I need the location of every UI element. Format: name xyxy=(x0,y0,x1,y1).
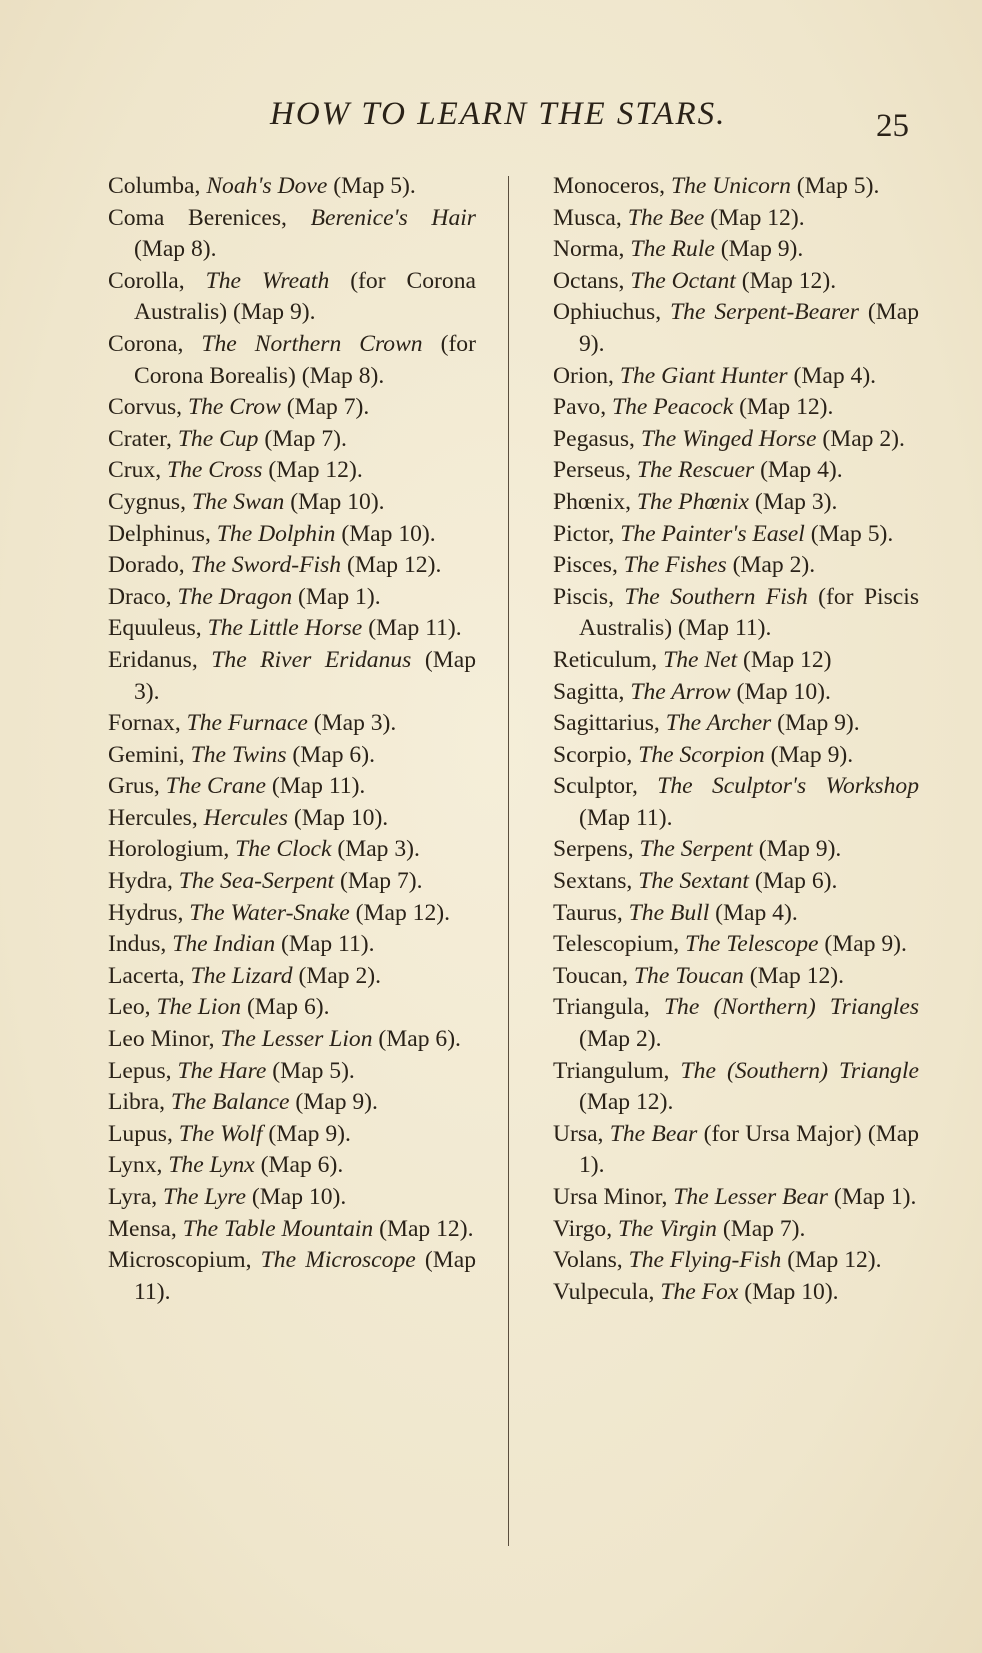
constellation-name: Crux, xyxy=(108,457,167,484)
constellation-entry xyxy=(108,1119,476,1151)
map-reference: (Map 9). xyxy=(752,836,842,863)
map-reference: (Map 2). xyxy=(816,425,905,452)
constellation-entry xyxy=(553,297,919,360)
constellation-entry xyxy=(553,1214,919,1246)
constellation-entry xyxy=(553,519,919,551)
map-reference: (Map 10). xyxy=(287,804,389,831)
constellation-entry xyxy=(553,645,919,677)
map-reference: (Map 11). xyxy=(362,615,462,642)
constellation-entry xyxy=(108,329,476,392)
constellation-entry xyxy=(108,961,476,993)
constellation-entry xyxy=(108,992,476,1024)
constellation-entry xyxy=(108,929,476,961)
constellation-translation: The Rule xyxy=(630,236,715,263)
constellation-name: Hydra, xyxy=(108,868,179,895)
constellation-translation: The Microscope xyxy=(260,1247,416,1274)
constellation-translation: The Bee xyxy=(627,204,705,231)
constellation-translation: The Hare xyxy=(177,1057,267,1084)
constellation-entry xyxy=(108,613,476,645)
constellation-entry xyxy=(108,740,476,772)
constellation-translation: The Water-Snake xyxy=(189,899,350,926)
constellation-name: Sextans, xyxy=(553,868,639,895)
map-reference: (Map 6). xyxy=(748,868,838,895)
map-reference: (Map 12). xyxy=(341,552,442,579)
map-reference: (Map 11). xyxy=(579,804,673,831)
constellation-entry xyxy=(108,582,476,614)
constellation-name: Dorado, xyxy=(108,552,191,579)
constellation-translation: The Table Mountain xyxy=(182,1215,374,1242)
map-reference: (Map 12). xyxy=(743,962,845,989)
constellation-translation: The Swan xyxy=(191,488,285,515)
constellation-translation: The Sword-Fish xyxy=(190,552,342,579)
map-reference: (Map 7). xyxy=(258,425,347,452)
constellation-translation: The Virgin xyxy=(618,1215,717,1242)
map-reference: (for Ursa Major) (Map 1). xyxy=(579,1120,919,1179)
map-reference: (Map 11). xyxy=(134,1247,476,1305)
map-reference: (Map 12) xyxy=(737,646,832,673)
constellation-entry xyxy=(553,171,919,203)
constellation-name: Mensa, xyxy=(108,1215,183,1242)
constellation-name: Draco, xyxy=(108,583,178,610)
constellation-translation: The Sea-Serpent xyxy=(178,868,335,895)
constellation-translation: The Furnace xyxy=(186,710,308,737)
map-reference: (Map 7). xyxy=(716,1215,806,1242)
constellation-entry xyxy=(108,171,476,203)
constellation-entry xyxy=(108,519,476,551)
constellation-name: Eridanus, xyxy=(108,646,212,673)
column-divider xyxy=(508,176,509,1546)
constellation-translation: The Unicorn xyxy=(670,173,791,199)
map-reference: (Map 5). xyxy=(266,1057,355,1084)
page-title: HOW TO LEARN THE STARS. xyxy=(270,96,727,132)
constellation-entry xyxy=(553,266,919,298)
map-reference: (Map 12). xyxy=(373,1215,474,1242)
map-reference: (Map 11). xyxy=(265,773,366,800)
constellation-translation: The Sextant xyxy=(638,868,749,895)
constellation-translation: The Phœnix xyxy=(636,488,749,515)
constellation-translation: The Lizard xyxy=(190,962,293,989)
map-reference: (Map 5). xyxy=(790,173,880,199)
constellation-translation: The Lion xyxy=(156,994,242,1021)
constellation-translation: The Giant Hunter xyxy=(619,362,788,389)
constellation-translation: The Sculptor's Workshop xyxy=(657,773,919,800)
map-reference: (Map 6). xyxy=(254,1152,344,1179)
constellation-name: Hercules, xyxy=(108,804,204,831)
map-reference: (Map 9). xyxy=(764,741,854,768)
map-reference: (Map 6). xyxy=(286,741,375,768)
map-reference: (Map 7). xyxy=(334,868,423,895)
constellation-name: Gemini, xyxy=(108,741,191,768)
map-reference: (Map 9). xyxy=(579,299,919,357)
constellation-entry xyxy=(108,266,476,329)
constellation-name: Phœnix, xyxy=(553,488,637,515)
constellation-translation: The Toucan xyxy=(633,962,744,989)
constellation-entry xyxy=(108,708,476,740)
constellation-entry xyxy=(553,1182,919,1214)
map-reference: (Map 11). xyxy=(275,931,375,958)
constellation-entry xyxy=(108,1150,476,1182)
constellation-entry xyxy=(108,550,476,582)
constellation-entry xyxy=(553,1277,919,1309)
constellation-entry xyxy=(108,1056,476,1088)
map-reference: (for Piscis Australis) (Map 11). xyxy=(579,583,920,642)
constellation-name: Taurus, xyxy=(553,899,629,926)
constellation-entry xyxy=(108,1245,476,1308)
map-reference: (Map 12). xyxy=(349,899,451,926)
constellation-name: Virgo, xyxy=(553,1215,618,1242)
constellation-translation: The Balance xyxy=(170,1089,290,1116)
constellation-name: Serpens, xyxy=(553,836,640,863)
constellation-name: Leo, xyxy=(108,994,157,1021)
constellation-translation: Noah's Dove xyxy=(206,173,328,199)
constellation-translation: The Lynx xyxy=(168,1152,255,1179)
constellation-name: Orion, xyxy=(553,362,620,389)
map-reference: (Map 4). xyxy=(709,899,798,926)
constellation-entry xyxy=(553,392,919,424)
constellation-entry xyxy=(108,1214,476,1246)
constellation-name: Grus, xyxy=(108,773,166,800)
constellation-entry xyxy=(108,203,476,266)
constellation-translation: The Fox xyxy=(660,1278,739,1305)
constellation-name: Sagitta, xyxy=(553,678,631,705)
constellation-name: Octans, xyxy=(553,267,631,294)
map-reference: (Map 10). xyxy=(246,1184,347,1210)
constellation-name: Lyra, xyxy=(108,1184,164,1210)
constellation-translation: The Dragon xyxy=(177,583,293,610)
constellation-translation: The (Southern) Triangle xyxy=(680,1057,919,1084)
constellation-translation: The Winged Horse xyxy=(640,425,817,452)
constellation-entry xyxy=(553,866,919,898)
map-reference: (Map 1). xyxy=(827,1184,917,1210)
map-reference: (Map 9). xyxy=(289,1089,378,1116)
constellation-name: Toucan, xyxy=(553,962,634,989)
constellation-name: Corvus, xyxy=(108,394,188,421)
running-head xyxy=(0,96,982,142)
map-reference: (Map 3). xyxy=(307,710,397,737)
constellation-name: Equuleus, xyxy=(108,615,208,642)
right-column xyxy=(553,171,919,1308)
constellation-name: Indus, xyxy=(108,931,173,958)
map-reference: (Map 9). xyxy=(262,1120,351,1147)
constellation-name: Coma Berenices, xyxy=(108,204,311,231)
constellation-name: Telescopium, xyxy=(553,931,686,958)
map-reference: (Map 10). xyxy=(738,1278,839,1305)
constellation-entry xyxy=(553,1245,919,1277)
constellation-name: Libra, xyxy=(108,1089,171,1116)
constellation-translation: The Archer xyxy=(665,710,772,737)
constellation-entry xyxy=(108,487,476,519)
constellation-entry xyxy=(108,1024,476,1056)
constellation-translation: The Dolphin xyxy=(216,520,336,547)
constellation-name: Lupus, xyxy=(108,1120,179,1147)
constellation-translation: The Crow xyxy=(187,394,281,421)
constellation-translation: The Lyre xyxy=(163,1184,247,1210)
constellation-name: Triangula, xyxy=(553,994,664,1021)
constellation-name: Cygnus, xyxy=(108,488,192,515)
map-reference: (Map 12). xyxy=(704,204,805,231)
constellation-name: Leo Minor, xyxy=(108,1026,221,1053)
constellation-entry xyxy=(553,677,919,709)
map-reference: (Map 12). xyxy=(733,394,834,421)
map-reference: (Map 1). xyxy=(292,583,381,610)
constellation-translation: The Lesser Bear xyxy=(673,1184,828,1210)
constellation-translation: The Painter's Easel xyxy=(620,520,805,547)
constellation-translation: The River Eridanus xyxy=(211,646,412,673)
constellation-entry xyxy=(553,550,919,582)
constellation-entry xyxy=(553,992,919,1055)
constellation-entry xyxy=(108,866,476,898)
map-reference: (Map 12). xyxy=(579,1089,674,1116)
constellation-translation: The Serpent-Bearer xyxy=(670,299,859,326)
constellation-entry xyxy=(108,771,476,803)
constellation-translation: The Crane xyxy=(165,773,266,800)
constellation-entry xyxy=(108,898,476,930)
constellation-translation: Hercules xyxy=(203,804,288,831)
map-reference: (Map 5). xyxy=(804,520,894,547)
map-reference: (Map 3). xyxy=(134,646,476,705)
constellation-name: Microscopium, xyxy=(108,1247,261,1274)
constellation-name: Lacerta, xyxy=(108,962,191,989)
constellation-translation: The Twins xyxy=(190,741,287,768)
constellation-entry xyxy=(553,961,919,993)
constellation-entry xyxy=(553,708,919,740)
constellation-name: Sculptor, xyxy=(553,773,658,800)
page-number: 25 xyxy=(876,108,909,144)
constellation-translation: The Cup xyxy=(177,425,259,452)
map-reference: (Map 7). xyxy=(280,394,370,421)
constellation-translation: The Lesser Lion xyxy=(220,1026,373,1053)
constellation-translation: The Clock xyxy=(235,836,332,863)
constellation-name: Ophiuchus, xyxy=(553,299,671,326)
constellation-entry xyxy=(553,771,919,834)
constellation-translation: The Little Horse xyxy=(207,615,363,642)
constellation-entry xyxy=(108,424,476,456)
constellation-entry xyxy=(553,487,919,519)
constellation-translation: The Octant xyxy=(630,267,736,294)
constellation-name: Piscis, xyxy=(553,583,625,610)
map-reference: (Map 9). xyxy=(771,710,860,737)
constellation-entry xyxy=(108,392,476,424)
constellation-translation: The Scorpion xyxy=(638,741,765,768)
map-reference: (for Corona Borealis) (Map 8). xyxy=(134,330,476,389)
constellation-translation: The Southern Fish xyxy=(624,583,808,610)
constellation-name: Ursa Minor, xyxy=(553,1184,674,1210)
constellation-name: Hydrus, xyxy=(108,899,190,926)
constellation-name: Pavo, xyxy=(553,394,612,421)
left-column xyxy=(108,171,476,1308)
constellation-translation: The (Northern) Triangles xyxy=(663,994,920,1021)
constellation-entry xyxy=(553,203,919,235)
map-reference: (Map 2). xyxy=(579,1026,662,1053)
constellation-name: Monoceros, xyxy=(553,173,671,199)
constellation-translation: The Net xyxy=(663,646,738,673)
constellation-translation: The Arrow xyxy=(630,678,731,705)
map-reference: (Map 9). xyxy=(818,931,907,958)
constellation-entry xyxy=(108,1087,476,1119)
constellation-translation: The Northern Crown xyxy=(201,330,423,357)
constellation-translation: The Serpent xyxy=(639,836,753,863)
constellation-entry xyxy=(553,455,919,487)
constellation-translation: The Flying-Fish xyxy=(628,1247,782,1274)
constellation-name: Lepus, xyxy=(108,1057,178,1084)
constellation-entry xyxy=(553,424,919,456)
constellation-translation: The Bear xyxy=(609,1120,698,1147)
constellation-translation: The Wreath xyxy=(205,267,330,294)
map-reference: (Map 4). xyxy=(787,362,877,389)
map-reference: (Map 6). xyxy=(372,1026,461,1053)
constellation-name: Ursa, xyxy=(553,1120,610,1147)
constellation-translation: The Wolf xyxy=(178,1120,263,1147)
constellation-name: Horologium, xyxy=(108,836,236,863)
constellation-entry xyxy=(108,1182,476,1214)
map-reference: (for Corona Australis) (Map 9). xyxy=(134,267,476,326)
constellation-name: Pictor, xyxy=(553,520,621,547)
map-reference: (Map 2). xyxy=(292,962,382,989)
constellation-name: Columba, xyxy=(108,173,207,199)
constellation-entry xyxy=(108,834,476,866)
constellation-entry xyxy=(553,361,919,393)
constellation-entry xyxy=(553,1056,919,1119)
constellation-entry xyxy=(553,582,919,645)
constellation-translation: The Indian xyxy=(172,931,276,958)
map-reference: (Map 8). xyxy=(134,236,217,263)
map-reference: (Map 10). xyxy=(284,488,385,515)
constellation-name: Crater, xyxy=(108,425,178,452)
constellation-entry xyxy=(553,740,919,772)
map-reference: (Map 5). xyxy=(327,173,416,199)
map-reference: (Map 3). xyxy=(748,488,838,515)
constellation-name: Triangulum, xyxy=(553,1057,681,1084)
constellation-name: Pegasus, xyxy=(553,425,641,452)
constellation-translation: The Telescope xyxy=(685,931,819,958)
constellation-name: Corona, xyxy=(108,330,202,357)
constellation-name: Pisces, xyxy=(553,552,624,579)
constellation-entry xyxy=(553,898,919,930)
map-reference: (Map 6). xyxy=(241,994,330,1021)
map-reference: (Map 12). xyxy=(735,267,837,294)
constellation-name: Fornax, xyxy=(108,710,187,737)
constellation-name: Delphinus, xyxy=(108,520,217,547)
constellation-entry xyxy=(108,455,476,487)
map-reference: (Map 4). xyxy=(754,457,843,484)
map-reference: (Map 2). xyxy=(726,552,816,579)
map-reference: (Map 9). xyxy=(714,236,804,263)
constellation-translation: The Bull xyxy=(628,899,710,926)
constellation-entry xyxy=(108,803,476,835)
constellation-name: Norma, xyxy=(553,236,631,263)
constellation-entry xyxy=(553,234,919,266)
constellation-name: Vulpecula, xyxy=(553,1278,661,1305)
map-reference: (Map 12). xyxy=(262,457,363,484)
constellation-translation: Berenice's Hair xyxy=(310,204,476,231)
map-reference: (Map 10). xyxy=(335,520,436,547)
constellation-name: Sagittarius, xyxy=(553,710,666,737)
constellation-name: Volans, xyxy=(553,1247,629,1274)
map-reference: (Map 12). xyxy=(781,1247,882,1274)
constellation-translation: The Peacock xyxy=(611,394,734,421)
constellation-name: Reticulum, xyxy=(553,646,664,673)
constellation-name: Corolla, xyxy=(108,267,206,294)
constellation-entry xyxy=(108,645,476,708)
constellation-translation: The Cross xyxy=(166,457,263,484)
constellation-name: Scorpio, xyxy=(553,741,639,768)
constellation-entry xyxy=(553,834,919,866)
map-reference: (Map 10). xyxy=(730,678,831,705)
constellation-entry xyxy=(553,929,919,961)
constellation-name: Musca, xyxy=(553,204,628,231)
constellation-entry xyxy=(553,1119,919,1182)
constellation-name: Perseus, xyxy=(553,457,637,484)
map-reference: (Map 3). xyxy=(331,836,420,863)
constellation-translation: The Fishes xyxy=(623,552,727,579)
constellation-name: Lynx, xyxy=(108,1152,169,1179)
constellation-translation: The Rescuer xyxy=(636,457,755,484)
